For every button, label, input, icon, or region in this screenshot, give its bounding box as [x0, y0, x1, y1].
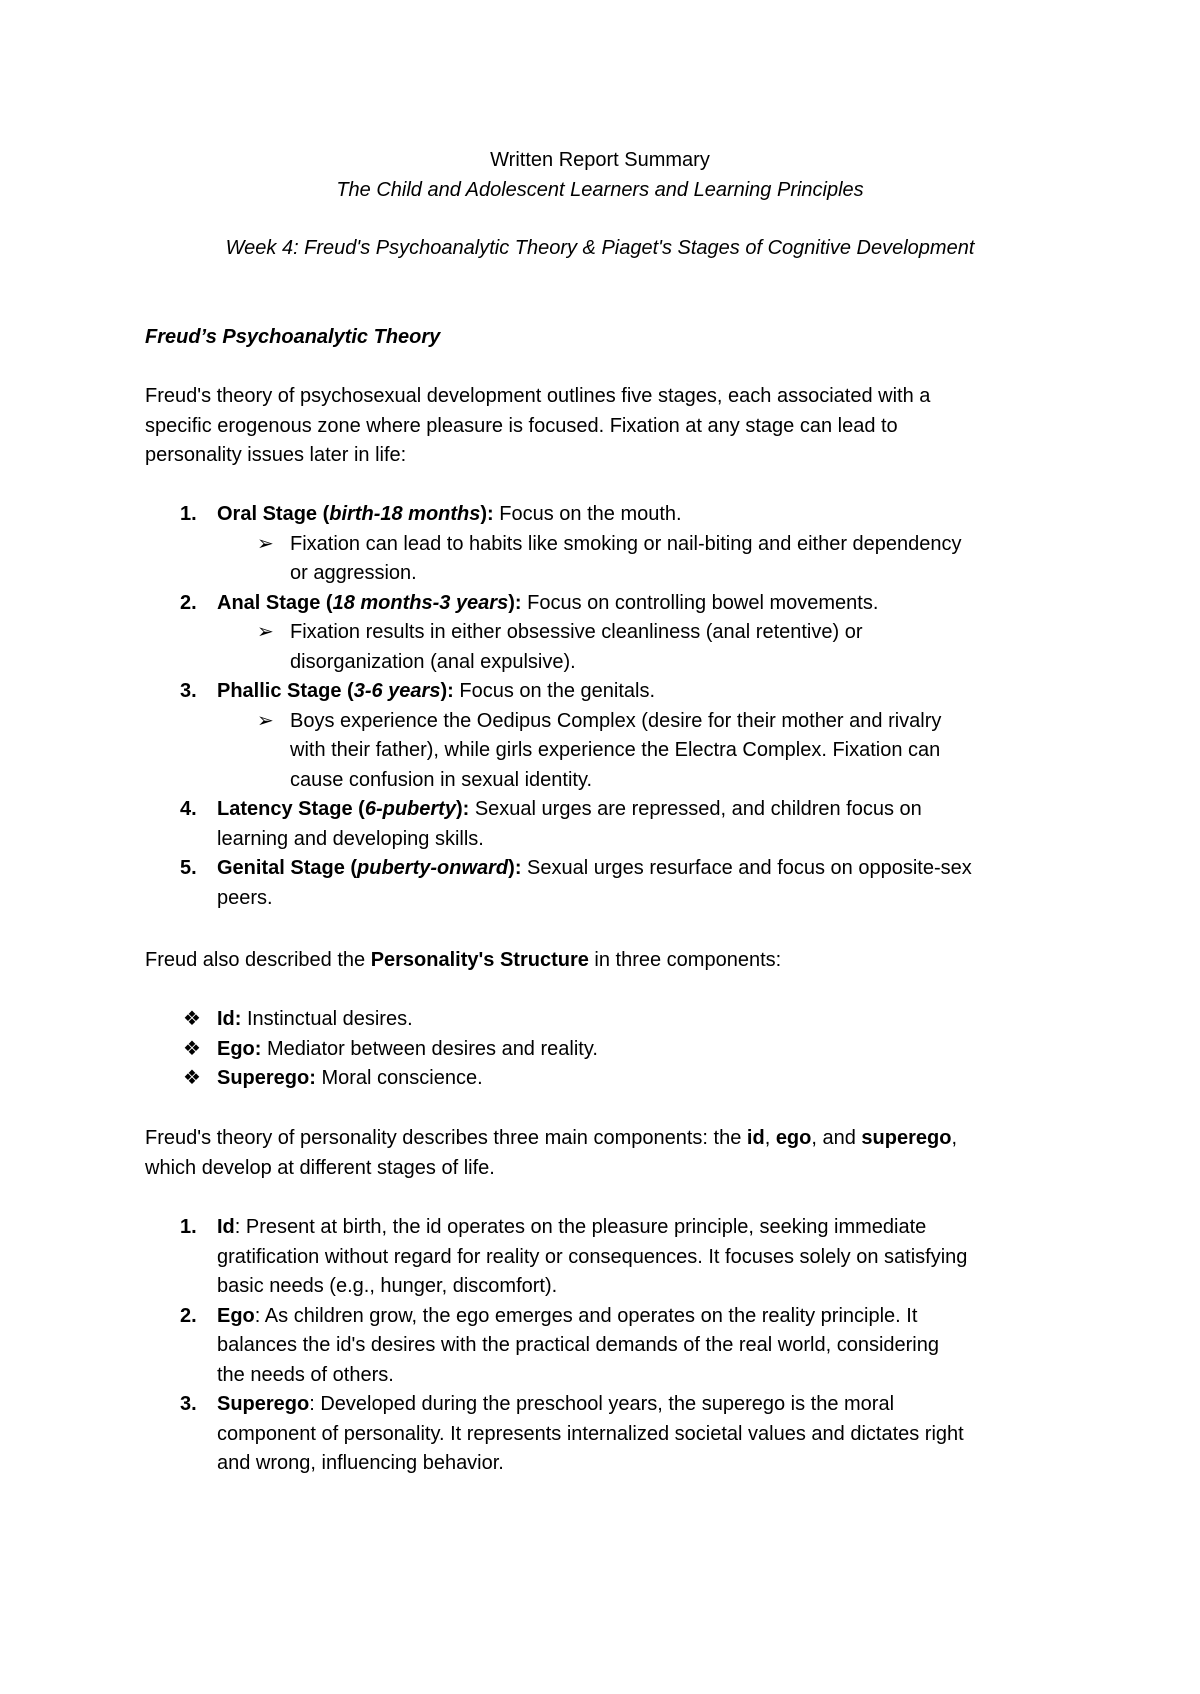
personality-desc-line: the needs of others.	[217, 1363, 394, 1386]
personality-desc: : Present at birth, the id operates on the pleasure principle, seeking immediate	[234, 1216, 927, 1238]
personality-desc: : Developed during the preschool years, the superego is the moral	[309, 1393, 895, 1415]
stage-age: 3-6 years	[353, 680, 441, 702]
intro-paragraph	[145, 382, 1065, 471]
intro-line: personality issues later in life:	[145, 444, 407, 466]
personality-number: 3.	[180, 1393, 197, 1415]
stage-item	[145, 677, 1065, 707]
personality-text: , and	[811, 1127, 862, 1149]
stage-desc: Focus on controlling bowel movements.	[521, 591, 879, 614]
structure-list	[145, 1005, 1065, 1094]
stage-age: birth-18 months	[329, 503, 481, 525]
stage-sub-line: disorganization (anal expulsive).	[290, 650, 576, 673]
structure-desc: Moral conscience.	[315, 1067, 483, 1089]
stage-desc: Focus on the mouth.	[493, 503, 682, 525]
structure-paragraph	[145, 946, 1065, 976]
stage-number: 1.	[180, 503, 197, 525]
personality-paragraph	[145, 1124, 1065, 1183]
stage-age: 18 months-3 years	[332, 591, 509, 614]
stage-name: Anal Stage (	[217, 591, 333, 614]
personality-line	[145, 1124, 1065, 1154]
stage-desc: Sexual urges are repressed, and children focus on	[469, 798, 922, 820]
personality-item	[145, 1213, 1065, 1302]
stage-sub-item	[145, 618, 1065, 677]
stage-name: Latency Stage (	[217, 798, 365, 820]
stage-sub-item	[145, 530, 1065, 589]
stage-item	[145, 854, 1065, 913]
personality-text: Freud's theory of personality describes three main components: the	[145, 1127, 747, 1149]
stage-number: 2.	[180, 591, 197, 614]
personality-term: Superego	[217, 1393, 310, 1415]
intro-line: Freud's theory of psychosexual development outlines five stages, each associated with a	[145, 385, 931, 407]
personality-text: ,	[764, 1127, 776, 1149]
stage-sub-line: Fixation results in either obsessive cleanliness (anal retentive) or	[290, 621, 863, 643]
stage-sub-line: or aggression.	[290, 562, 417, 584]
stage-desc-continued: peers.	[217, 886, 273, 909]
stage-item	[145, 589, 1065, 619]
stage-number: 3.	[180, 680, 197, 702]
id-term: id	[746, 1127, 765, 1149]
stage-name: Oral Stage (	[217, 503, 330, 525]
document-title: Written Report Summary	[490, 149, 710, 171]
structure-term: Id:	[217, 1008, 242, 1030]
document-subtitle: The Child and Adolescent Learners and Learning Principles	[336, 178, 864, 201]
stage-name-close: ):	[480, 503, 494, 525]
stage-sub-line: Fixation can lead to habits like smoking or nail-biting and either dependency	[290, 532, 962, 555]
structure-post-text: in three components:	[588, 949, 782, 971]
structure-term: Superego:	[217, 1067, 316, 1089]
personality-item	[145, 1302, 1065, 1391]
arrow-bullet-icon: ➢	[257, 709, 274, 732]
structure-desc: Instinctual desires.	[241, 1008, 413, 1030]
personality-list	[145, 1213, 1065, 1479]
structure-desc: Mediator between desires and reality.	[261, 1037, 598, 1060]
personality-term: Ego	[217, 1304, 255, 1327]
personality-line: which develop at different stages of life.	[145, 1156, 495, 1179]
personality-desc: : As children grow, the ego emerges and operates on the reality principle. It	[254, 1304, 918, 1327]
personality-desc-line: basic needs (e.g., hunger, discomfort).	[217, 1275, 558, 1297]
stage-name: Phallic Stage (	[217, 680, 354, 702]
stage-item	[145, 795, 1065, 854]
stage-sub-item	[145, 707, 1065, 796]
stage-sub-line: cause confusion in sexual identity.	[290, 768, 593, 791]
stage-name-close: ):	[508, 591, 522, 614]
personality-desc-line: and wrong, influencing behavior.	[217, 1452, 504, 1474]
stage-age: 6-puberty	[364, 798, 456, 820]
structure-pre-text: Freud also described the	[145, 949, 371, 971]
stage-name: Genital Stage (	[217, 857, 358, 879]
stage-sub-line: Boys experience the Oedipus Complex (desire for their mother and rivalry	[290, 709, 942, 732]
stage-sub-line: with their father), while girls experience the Electra Complex. Fixation can	[290, 739, 941, 761]
superego-term: superego	[861, 1127, 952, 1149]
header	[0, 146, 1200, 264]
personality-text: ,	[951, 1127, 958, 1149]
arrow-bullet-icon: ➢	[257, 621, 274, 643]
diamond-bullet-icon: ❖	[183, 1037, 201, 1060]
diamond-bullet-icon: ❖	[183, 1067, 201, 1089]
personality-desc-line: gratification without regard for reality or consequences. It focuses solely on satisfying	[217, 1245, 968, 1268]
personality-desc-line: balances the id's desires with the practical demands of the real world, considering	[217, 1334, 939, 1356]
personality-number: 1.	[180, 1216, 197, 1238]
week-title: Week 4: Freud's Psychoanalytic Theory & Piaget's Stages of Cognitive Development	[225, 237, 975, 259]
stage-name-close: ):	[508, 857, 522, 879]
stage-age: puberty-onward	[357, 857, 509, 879]
personality-item	[145, 1390, 1065, 1479]
stage-item	[145, 500, 1065, 530]
structure-item	[145, 1035, 1065, 1065]
structure-term: Ego:	[217, 1037, 262, 1060]
section-heading: Freud’s Psychoanalytic Theory	[145, 326, 441, 348]
stage-desc: Focus on the genitals.	[453, 680, 656, 702]
diamond-bullet-icon: ❖	[183, 1008, 201, 1030]
personality-number: 2.	[180, 1304, 197, 1327]
personality-term: Id	[217, 1216, 235, 1238]
stage-number: 5.	[180, 857, 197, 879]
stage-desc-continued: learning and developing skills.	[217, 827, 484, 850]
stage-number: 4.	[180, 798, 197, 820]
structure-item	[145, 1005, 1065, 1035]
stages-list	[145, 500, 1065, 913]
stage-name-close: ):	[440, 680, 454, 702]
structure-bold-text: Personality's Structure	[370, 949, 589, 971]
ego-term: ego	[775, 1127, 812, 1149]
stage-desc: Sexual urges resurface and focus on opposite-sex	[521, 857, 972, 879]
arrow-bullet-icon: ➢	[257, 532, 274, 555]
intro-line: specific erogenous zone where pleasure is focused. Fixation at any stage can lead to	[145, 414, 898, 437]
stage-name-close: ):	[455, 798, 470, 820]
personality-desc-line: component of personality. It represents internalized societal values and dictates right	[217, 1422, 964, 1445]
structure-item	[145, 1064, 1065, 1094]
